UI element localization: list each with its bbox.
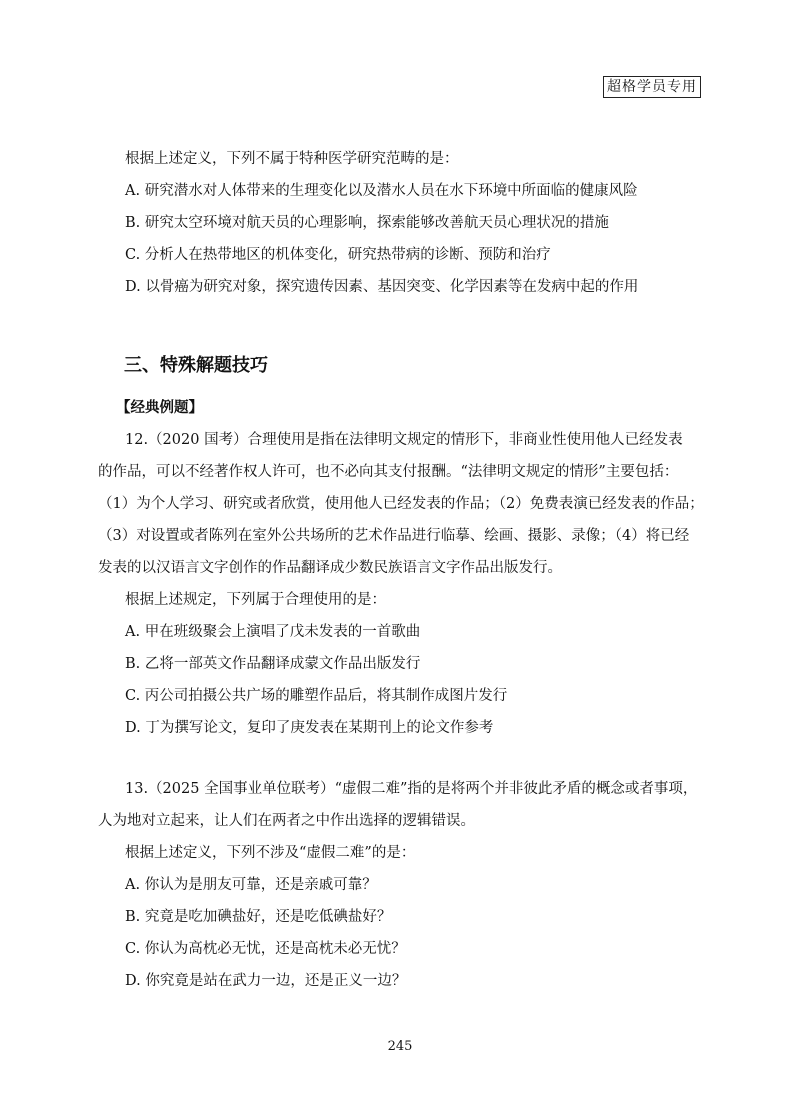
question-12-option-c: C. 丙公司拍摄公共广场的雕塑作品后，将其制作成图片发行 [125,688,508,704]
question-13-option-a: A. 你认为是朋友可靠，还是亲戚可靠？ [125,877,377,893]
question-13-option-d: D. 你究竟是站在武力一边，还是正义一边？ [125,973,407,989]
question-12-line-3: （1）为个人学习、研究或者欣赏，使用他人已经发表的作品；（2）免费表演已经发表的作品； [98,496,704,512]
page-number: 245 [387,1039,413,1054]
question-12-prompt: 根据上述规定，下列属于合理使用的是： [125,592,386,608]
option-a: A. 研究潜水对人体带来的生理变化以及潜水人员在水下环境中所面临的健康风险 [125,183,638,199]
question-12-option-a: A. 甲在班级聚会上演唱了戊未发表的一首歌曲 [125,624,421,640]
question-13-option-c: C. 你认为高枕必无忧，还是高枕未必无忧？ [125,941,406,957]
question-12-line-2: 的作品，可以不经著作权人许可，也不必向其支付报酬。“法律明文规定的情形”主要包括： [98,464,679,480]
section-title: 三、特殊解题技巧 [124,355,268,376]
question-12-line-1: 12.（2020 国考）合理使用是指在法律明文规定的情形下，非商业性使用他人已经发表 [125,432,683,448]
question-12-option-b: B. 乙将一部英文作品翻译成蒙文作品出版发行 [125,656,421,672]
question-13-option-b: B. 究竟是吃加碘盐好，还是吃低碘盐好？ [125,909,392,925]
question-12-option-d: D. 丁为撰写论文，复印了庚发表在某期刊上的论文作参考 [125,720,494,736]
question-12-line-4: （3）对设置或者陈列在室外公共场所的艺术作品进行临摹、绘画、摄影、录像；（4）将已经 [98,528,690,544]
section-label: 【经典例题】 [116,399,203,416]
student-only-badge: 超格学员专用 [603,76,701,98]
question-13-line-1: 13.（2025 全国事业单位联考）“虚假二难”指的是将两个并非彼此矛盾的概念或者事项， [125,781,698,797]
question-12-line-5: 发表的以汉语言文字创作的作品翻译成少数民族语言文字作品出版发行。 [98,560,562,576]
option-b: B. 研究太空环境对航天员的心理影响，探索能够改善航天员心理状况的措施 [125,215,609,231]
question-13-line-2: 人为地对立起来，让人们在两者之中作出选择的逻辑错误。 [98,813,475,829]
option-d: D. 以骨癌为研究对象，探究遗传因素、基因突变、化学因素等在发病中起的作用 [125,279,639,295]
question-13-prompt: 根据上述定义，下列不涉及“虚假二难”的是： [125,845,416,861]
question-prompt: 根据上述定义，下列不属于特种医学研究范畴的是： [125,151,459,167]
option-c: C. 分析人在热带地区的机体变化，研究热带病的诊断、预防和治疗 [125,247,551,263]
